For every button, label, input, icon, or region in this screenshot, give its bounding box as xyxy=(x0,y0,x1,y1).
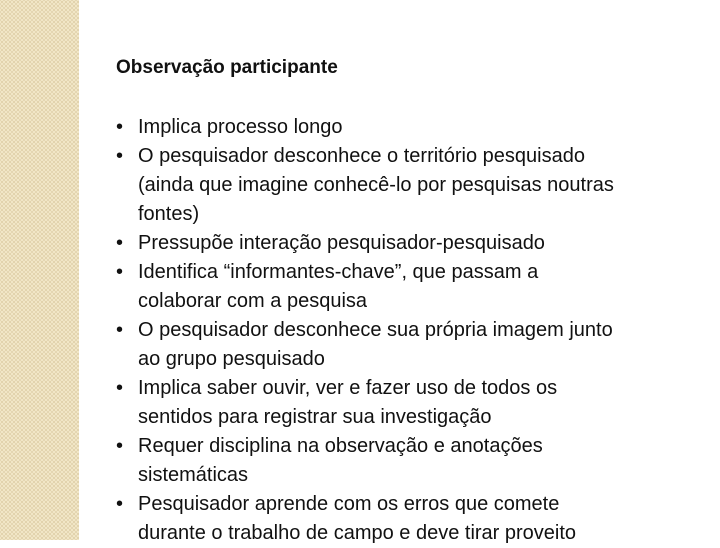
bullet-dot-icon: • xyxy=(116,319,124,341)
bullet-text-line: Pressupõe interação pesquisador-pesquisado xyxy=(138,232,545,254)
bullet-text-line: Pesquisador aprende com os erros que comete xyxy=(138,493,560,515)
bullet-text-line: Implica saber ouvir, ver e fazer uso de todos os xyxy=(138,377,558,399)
bullet-text-line: Implica processo longo xyxy=(138,116,343,138)
bullet-list xyxy=(116,113,716,548)
bullet-item xyxy=(116,229,716,258)
bullet-text-line: O pesquisador desconhece o território pesquisado xyxy=(138,145,585,167)
bullet-text-line: durante o trabalho de campo e deve tirar proveito xyxy=(138,522,577,544)
bullet-item xyxy=(116,142,716,229)
bullet-text-line: (ainda que imagine conhecê-lo por pesquisas noutras xyxy=(138,174,614,196)
bullet-text-line: Identifica “informantes-chave”, que passam a xyxy=(138,261,539,283)
bullet-dot-icon: • xyxy=(116,435,124,457)
bullet-text-line: O pesquisador desconhece sua própria imagem junto xyxy=(138,319,613,341)
slide-title: Observação participante xyxy=(116,57,338,78)
bullet-dot-icon: • xyxy=(116,261,124,283)
bullet-text-line: sistemáticas xyxy=(138,464,249,486)
bullet-text-line: ao grupo pesquisado xyxy=(138,348,325,370)
bullet-dot-icon: • xyxy=(116,493,124,515)
bullet-item xyxy=(116,316,716,374)
bullet-item xyxy=(116,490,716,548)
bullet-dot-icon: • xyxy=(116,232,124,254)
bullet-text-line: colaborar com a pesquisa xyxy=(138,290,368,312)
bullet-item xyxy=(116,113,716,142)
bullet-dot-icon: • xyxy=(116,377,124,399)
bullet-item xyxy=(116,432,716,490)
bullet-item xyxy=(116,374,716,432)
bullet-dot-icon: • xyxy=(116,145,124,167)
bullet-item xyxy=(116,258,716,316)
bullet-text-line: sentidos para registrar sua investigação xyxy=(138,406,492,428)
decorative-side-strip xyxy=(0,0,79,540)
bullet-dot-icon: • xyxy=(116,116,124,138)
bullet-text-line: fontes) xyxy=(138,203,200,225)
bullet-text-line: Requer disciplina na observação e anotações xyxy=(138,435,543,457)
